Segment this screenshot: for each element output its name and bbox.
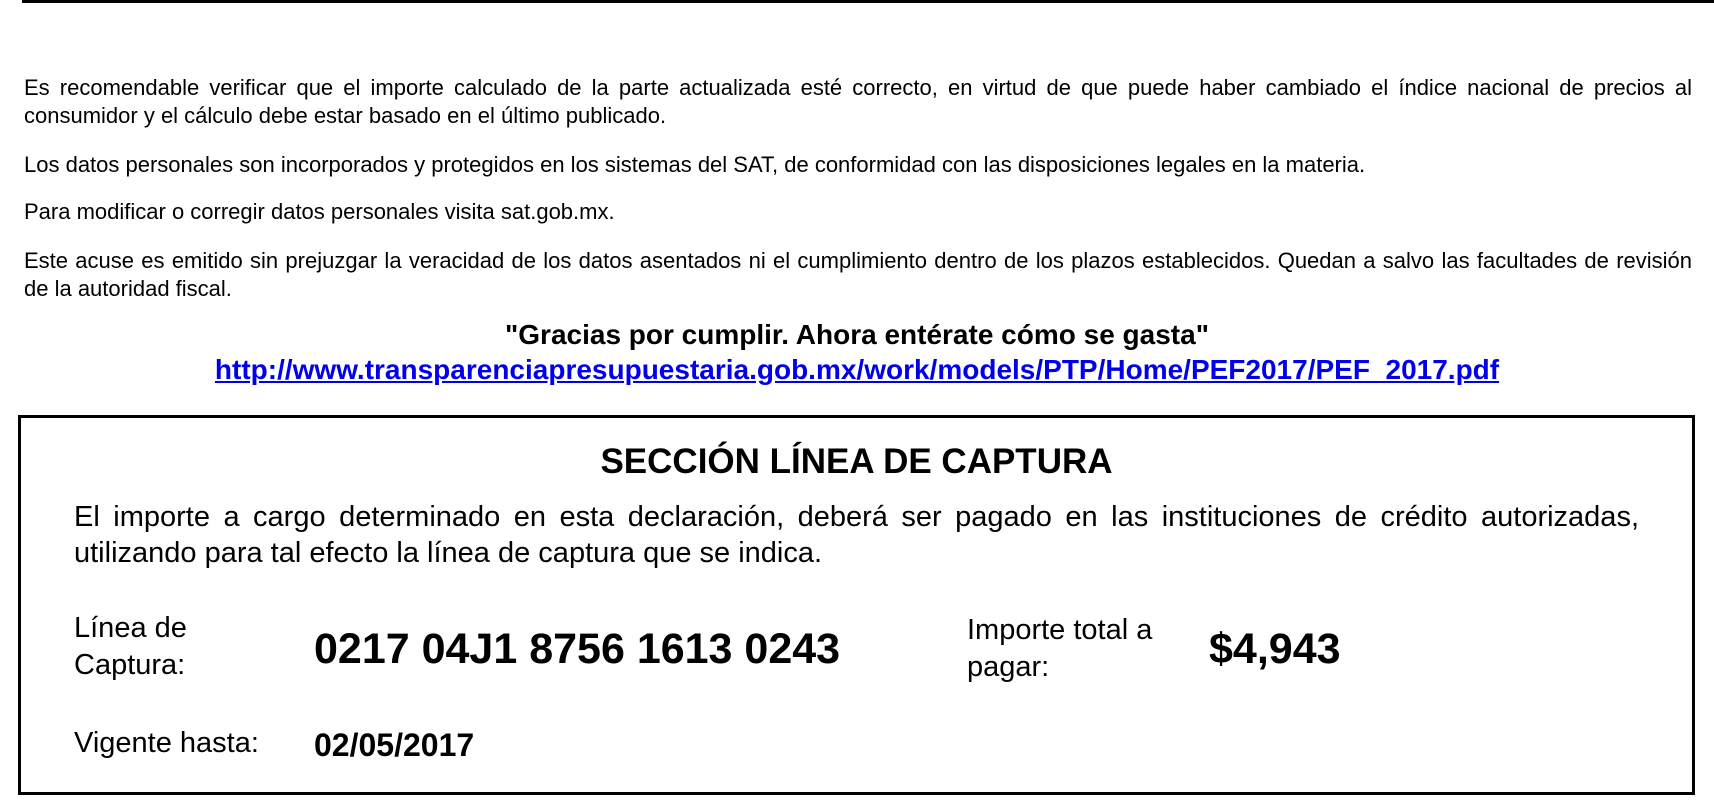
valid-until-value: 02/05/2017 — [314, 727, 475, 763]
notice-price-index: Es recomendable verificar que el importe calculado de la parte actualizada esté correcto, en virtud de que puede haber cambiado el índice nacional de precios al consumidor y el cálculo debe estar basado en el último publicado. — [24, 75, 1692, 128]
capture-line-value: 0217 04J1 8756 1613 0243 — [314, 625, 841, 673]
total-amount-label: Importe total a pagar: — [967, 614, 1153, 683]
capture-section-description: El importe a cargo determinado en esta declaración, deberá ser pagado en las instituciones de crédito autorizadas, utilizando para tal efecto la línea de captura que se indica. — [74, 501, 1639, 569]
budget-link-row — [0, 353, 1714, 387]
thanks-message: "Gracias por cumplir. Ahora entérate cómo se gasta" — [505, 319, 1209, 350]
capture-section — [18, 415, 1695, 795]
notice-modify-data: Para modificar o corregir datos personales visita sat.gob.mx. — [24, 199, 615, 224]
total-amount-value: $4,943 — [1209, 625, 1341, 673]
notice-review-rights: Este acuse es emitido sin prejuzgar la veracidad de los datos asentados ni el cumplimiento dentro de los plazos establecidos. Quedan a salvo las facultades de revisión de la autoridad fiscal. — [24, 248, 1692, 301]
budget-link[interactable]: http://www.transparenciapresupuestaria.gob.mx/work/models/PTP/Home/PEF2017/PEF_2017.pdf — [214, 354, 1500, 385]
valid-until-label: Vigente hasta: — [74, 727, 259, 759]
capture-section-title: SECCIÓN LÍNEA DE CAPTURA — [600, 442, 1113, 481]
top-divider — [22, 0, 1714, 3]
capture-line-label: Línea de Captura: — [74, 612, 187, 681]
notice-personal-data: Los datos personales son incorporados y protegidos en los sistemas del SAT, de conformidad con las disposiciones legales en la materia. — [24, 152, 1366, 177]
